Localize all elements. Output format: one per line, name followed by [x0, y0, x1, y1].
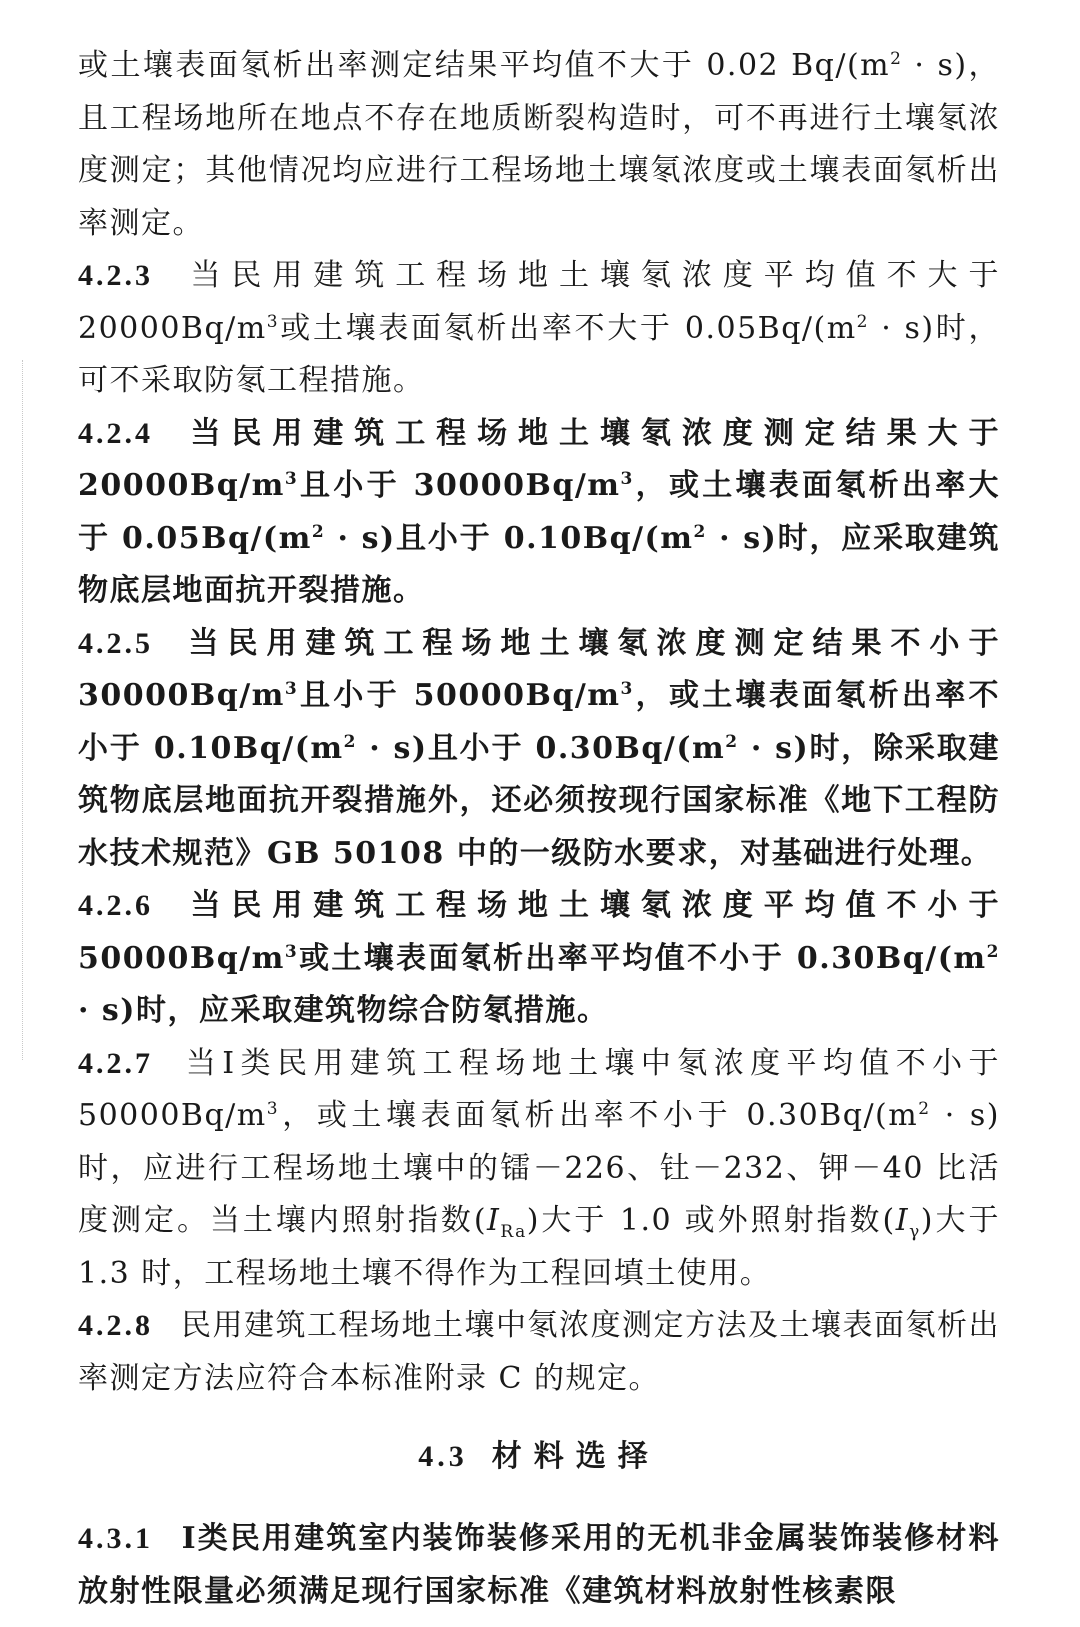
superscript: 2: [986, 941, 1000, 962]
clause-text: 当民用建筑工程场地土壤氡浓度测定结果大于 20000Bq/m: [78, 415, 1000, 503]
clause-number: 4.2.3: [78, 259, 153, 292]
superscript: 2: [343, 731, 357, 752]
clause-text: )大于 1.3 时，工程场地土壤不得作为工程回填土使用。: [78, 1203, 1000, 1291]
margin-dotted-rule: [22, 360, 23, 1060]
superscript: 3: [620, 469, 634, 489]
clause-text: ，或土壤表面氡析出率不小于 0.30Bq/(m: [279, 1098, 919, 1133]
clause-text: ，或土壤表面氡析出率大于 0.05Bq/(m: [78, 468, 1001, 556]
superscript: 2: [725, 731, 739, 752]
section-number: 4.3: [418, 1440, 468, 1473]
clause-4-2-3: [78, 250, 1000, 408]
clause-text: 当民用建筑工程场地土壤氡浓度测定结果不小于 30000Bq/m: [78, 625, 1000, 713]
clause-number: 4.2.4: [78, 416, 153, 450]
superscript: 2: [890, 49, 903, 69]
clause-number: 4.3.1: [78, 1522, 153, 1555]
superscript: 2: [856, 311, 869, 332]
section-title: 材料选择: [491, 1439, 660, 1474]
clause-text: ，或土壤表面氡析出率不小于 0.10Bq/(m: [78, 678, 1001, 766]
clause-text: · s)时，可不采取防氡工程措施。: [78, 310, 1000, 398]
superscript: 3: [266, 1099, 280, 1119]
clause-text: 民用建筑工程场地土壤中氡浓度测定方法及土壤表面氡析出率测定方法应符合本标准附录 C 的规定。: [78, 1308, 1000, 1396]
superscript: 3: [266, 311, 280, 332]
superscript: 2: [918, 1099, 931, 1119]
intro-text-2: · s)，且工程场地所在地点不存在地质断裂构造时，可不再进行土壤氡浓度测定；其他情况均应进行工程场地土壤氡浓度或土壤表面氡析出率测定。: [78, 48, 1000, 241]
clause-text: 当民用建筑工程场地土壤氡浓度平均值不小于 50000Bq/m: [78, 888, 1000, 976]
superscript: 3: [284, 941, 299, 962]
clause-number: 4.2.8: [78, 1309, 153, 1342]
intro-paragraph: [78, 40, 1000, 250]
clause-text: · s)时，应采取建筑物底层地面抗开裂措施。: [78, 520, 1001, 608]
clause-text: 或土壤表面氡析出率不大于 0.05Bq/(m: [279, 310, 857, 346]
clause-number: 4.2.7: [78, 1046, 153, 1080]
clause-text: · s)且小于 0.30Bq/(m: [357, 730, 726, 766]
clause-4-2-4: [78, 408, 1000, 618]
clause-number: 4.2.6: [78, 889, 153, 922]
clause-text: · s)且小于 0.10Bq/(m: [325, 520, 694, 556]
subscript: γ: [909, 1222, 921, 1242]
superscript: 2: [693, 521, 707, 542]
clause-4-3-1: [78, 1513, 1000, 1618]
clause-4-2-7: [78, 1038, 1000, 1301]
section-heading: [78, 1431, 1000, 1483]
variable-i: I: [487, 1203, 501, 1238]
clause-text: 且小于 50000Bq/m: [298, 678, 621, 713]
clause-text: 当Ⅰ类民用建筑工程场地土壤中氡浓度平均值不小于 50000Bq/m: [78, 1045, 1000, 1133]
clause-number: 4.2.5: [78, 626, 153, 660]
clause-text: 或土壤表面氡析出率平均值不小于 0.30Bq/(m: [298, 940, 987, 976]
subscript: Ra: [500, 1222, 527, 1242]
variable-i: I: [895, 1203, 910, 1238]
superscript: 3: [620, 679, 634, 699]
clause-4-2-6: [78, 880, 1000, 1038]
clause-4-2-8: [78, 1300, 1000, 1405]
clause-text: )大于 1.0 或外照射指数(: [526, 1203, 896, 1238]
superscript: 3: [284, 469, 299, 489]
clause-text: 且小于 30000Bq/m: [298, 468, 621, 503]
clause-text: Ⅰ类民用建筑室内装饰装修采用的无机非金属装饰装修材料放射性限量必须满足现行国家标准《建筑材料放射性核素限: [78, 1521, 1000, 1609]
clause-text: · s)时，应进行工程场地土壤中的镭－226、钍－232、钾－40 比活度测定。当土壤内照射指数(: [78, 1098, 1000, 1238]
clause-text: · s)时，应采取建筑物综合防氡措施。: [78, 993, 609, 1028]
intro-text-1: 或土壤表面氡析出率测定结果平均值不大于 0.02 Bq/(m: [78, 48, 891, 83]
clause-text: · s)时，除采取建筑物底层地面抗开裂措施外，还必须按现行国家标准《地下工程防水技术规范》GB 50108 中的一级防水要求，对基础进行处理。: [78, 730, 1000, 871]
clause-4-2-5: [78, 618, 1000, 881]
clause-text: 当民用建筑工程场地土壤氡浓度平均值不大于 20000Bq/m: [78, 258, 1000, 346]
superscript: 2: [311, 521, 326, 542]
superscript: 3: [284, 679, 299, 699]
